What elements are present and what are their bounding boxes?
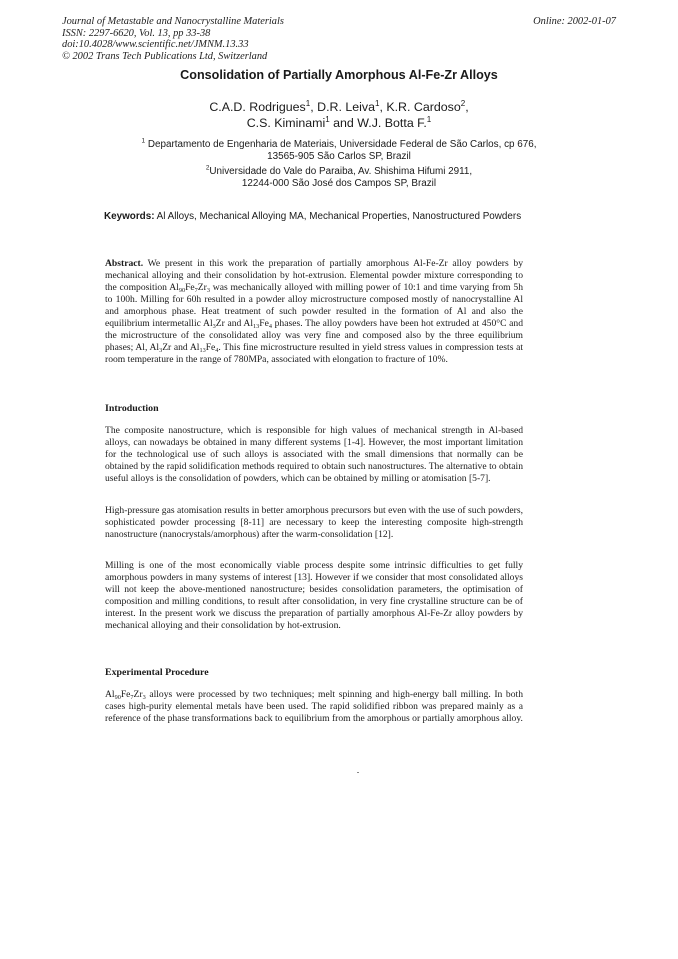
subscript: 13 <box>199 347 206 354</box>
author-sep: , <box>465 100 469 114</box>
subscript: 3 <box>206 287 210 294</box>
affil-text: Departamento de Engenharia de Materiais, Universidade Federal de São Carlos, cp 676, <box>145 139 537 150</box>
subscript: 3 <box>212 323 216 330</box>
abstract-text: Zr and Al <box>162 342 200 353</box>
author-affil-mark: 1 <box>374 98 380 108</box>
affil-mark: 1 <box>141 137 146 145</box>
paper-title: Consolidation of Partially Amorphous Al-Fe-Zr Alloys <box>180 68 498 82</box>
affiliation-1-line-1 <box>0 139 678 151</box>
subscript: 4 <box>268 323 272 330</box>
doi-line: doi:10.4028/www.scientific.net/JMNM.13.33 <box>62 39 249 51</box>
subscript: 90 <box>114 694 121 701</box>
author-affil-mark: 2 <box>460 98 466 108</box>
body-text: Zr <box>133 689 143 700</box>
author-affil-mark: 1 <box>325 114 330 124</box>
author-list <box>0 100 678 131</box>
abstract-label: Abstract. <box>105 258 144 269</box>
subscript: 4 <box>215 347 219 354</box>
subscript: 3 <box>159 347 163 354</box>
journal-name: Journal of Metastable and Nanocrystalline Materials <box>62 16 284 27</box>
experimental-paragraph-1 <box>105 689 523 725</box>
subscript: 90 <box>178 287 186 294</box>
author-line-1 <box>0 100 678 116</box>
intro-paragraph-3: Milling is one of the most economically viable process despite some intrinsic difficulties to get fully amorphous powders in many systems of interest [13]. However if we consider that most consolidated alloys will not keep the above-mentioned nanostructure; besides consolidation parameters, the optimisation of composition and milling conditions, to result after consolidation, in very fine crystalline structure can be of interest. In the present work we discuss the preparation of partially amorphous Al-Fe-Zr alloy powders by mechanical alloying and their consolidation by hot-extrusion. <box>105 560 523 631</box>
affiliation-1 <box>0 139 678 163</box>
section-heading-experimental: Experimental Procedure <box>105 667 209 678</box>
author-name: , K.R. Cardoso <box>379 100 461 114</box>
subscript: 7 <box>194 287 198 294</box>
keywords <box>104 211 574 222</box>
subscript: 3 <box>142 694 146 701</box>
keywords-label: Keywords: <box>104 211 155 222</box>
author-name: C.A.D. Rodrigues <box>209 100 306 114</box>
issn-line: ISSN: 2297-6620, Vol. 13, pp 33-38 <box>62 27 211 39</box>
affil-text: 12244-000 São José dos Campos SP, Brazil <box>241 178 437 189</box>
intro-paragraph-1: The composite nanostructure, which is responsible for high values of mechanical strength in Al-based alloys, can nowadays be obtained in many different systems [1-4]. However, the most important limitation for the technological use of such alloys is associated with the small dimensions that normally can be obtained by the rapid solidification methods required to obtain such nanostructures. The alternative to obtain useful alloys is the consolidation of powders, which can be obtained by milling or atomisation [5-7]. <box>105 425 523 484</box>
author-name: C.S. Kiminami <box>246 115 326 130</box>
keywords-text: Al Alloys, Mechanical Alloying MA, Mechanical Properties, Nanostructured Powders <box>154 211 522 222</box>
abstract-text: Fe <box>259 318 269 329</box>
abstract-text: Fe <box>185 282 195 293</box>
body-text: alloys were processed by two techniques; melt spinning and high-energy ball milling. In both cases high-purity elemental metals have been used. The rapid solidified ribbon was prepared mainly as a reference of the phase transformations back to equilibrium from the amorphous or partially amorphous alloy. <box>105 689 523 724</box>
author-line-2 <box>0 116 678 132</box>
subscript: 13 <box>253 323 260 330</box>
body-text: Fe <box>120 689 131 700</box>
abstract <box>105 258 523 366</box>
affil-mark: 2 <box>205 164 210 172</box>
abstract-text: We present in this work the preparation of partially amorphous Al-Fe-Zr alloy powders by mechanical alloying and their consolidation by hot-extrusion. Elemental powder mixture corresponding to the composition Al <box>105 258 523 293</box>
affiliation-2-line-1 <box>0 166 678 178</box>
journal-info <box>62 16 442 62</box>
subscript: 7 <box>130 694 134 701</box>
affil-text: 13565-905 São Carlos SP, Brazil <box>267 151 411 162</box>
abstract-text: was mechanically alloyed with milling power of 10:1 and time varying from 5h to 100h. Milling for 60h resulted in a powder alloy microstructure composed mostly of nanocrystalline Al and amorphous phase. Heat treatment of such powder resulted in the formation of Al and also the equilibrium intermetallic Al <box>105 282 523 329</box>
page-mark <box>357 772 359 773</box>
intro-paragraph-2: High-pressure gas atomisation results in better amorphous precursors but even with the use of such powders, sophisticated powder processing [8-11] are necessary to keep the interesting composite high-strength nanostructure (nanocrystals/amorphous) after the warm-consolidation [12]. <box>105 505 523 540</box>
author-name: , D.R. Leiva <box>310 100 375 114</box>
affiliation-2 <box>0 166 678 190</box>
abstract-text: Zr and Al <box>215 318 254 329</box>
author-affil-mark: 1 <box>426 114 432 124</box>
abstract-text: Fe <box>205 342 216 353</box>
affil-text: Universidade do Vale do Paraiba, Av. Shishima Hifumi 2911, <box>209 166 473 177</box>
body-text: Al <box>105 689 115 700</box>
section-heading-introduction: Introduction <box>105 403 159 414</box>
author-name: and W.J. Botta F. <box>329 115 427 130</box>
author-affil-mark: 1 <box>305 98 311 108</box>
online-date: Online: 2002-01-07 <box>533 16 616 27</box>
abstract-text: . This fine microstructure resulted in yield stress values in compression tests at room temperature in the range of 780MPa, associated with elongation to fracture of 10%. <box>105 342 523 365</box>
copyright-line: © 2002 Trans Tech Publications Ltd, Switzerland <box>62 50 268 62</box>
abstract-text: phases. The alloy powders have been hot extruded at 450°C and the microstructure of the consolidated alloy was very fine and composed also by the three equilibrium phases; Al, Al <box>105 318 524 353</box>
abstract-text: Zr <box>197 282 207 293</box>
